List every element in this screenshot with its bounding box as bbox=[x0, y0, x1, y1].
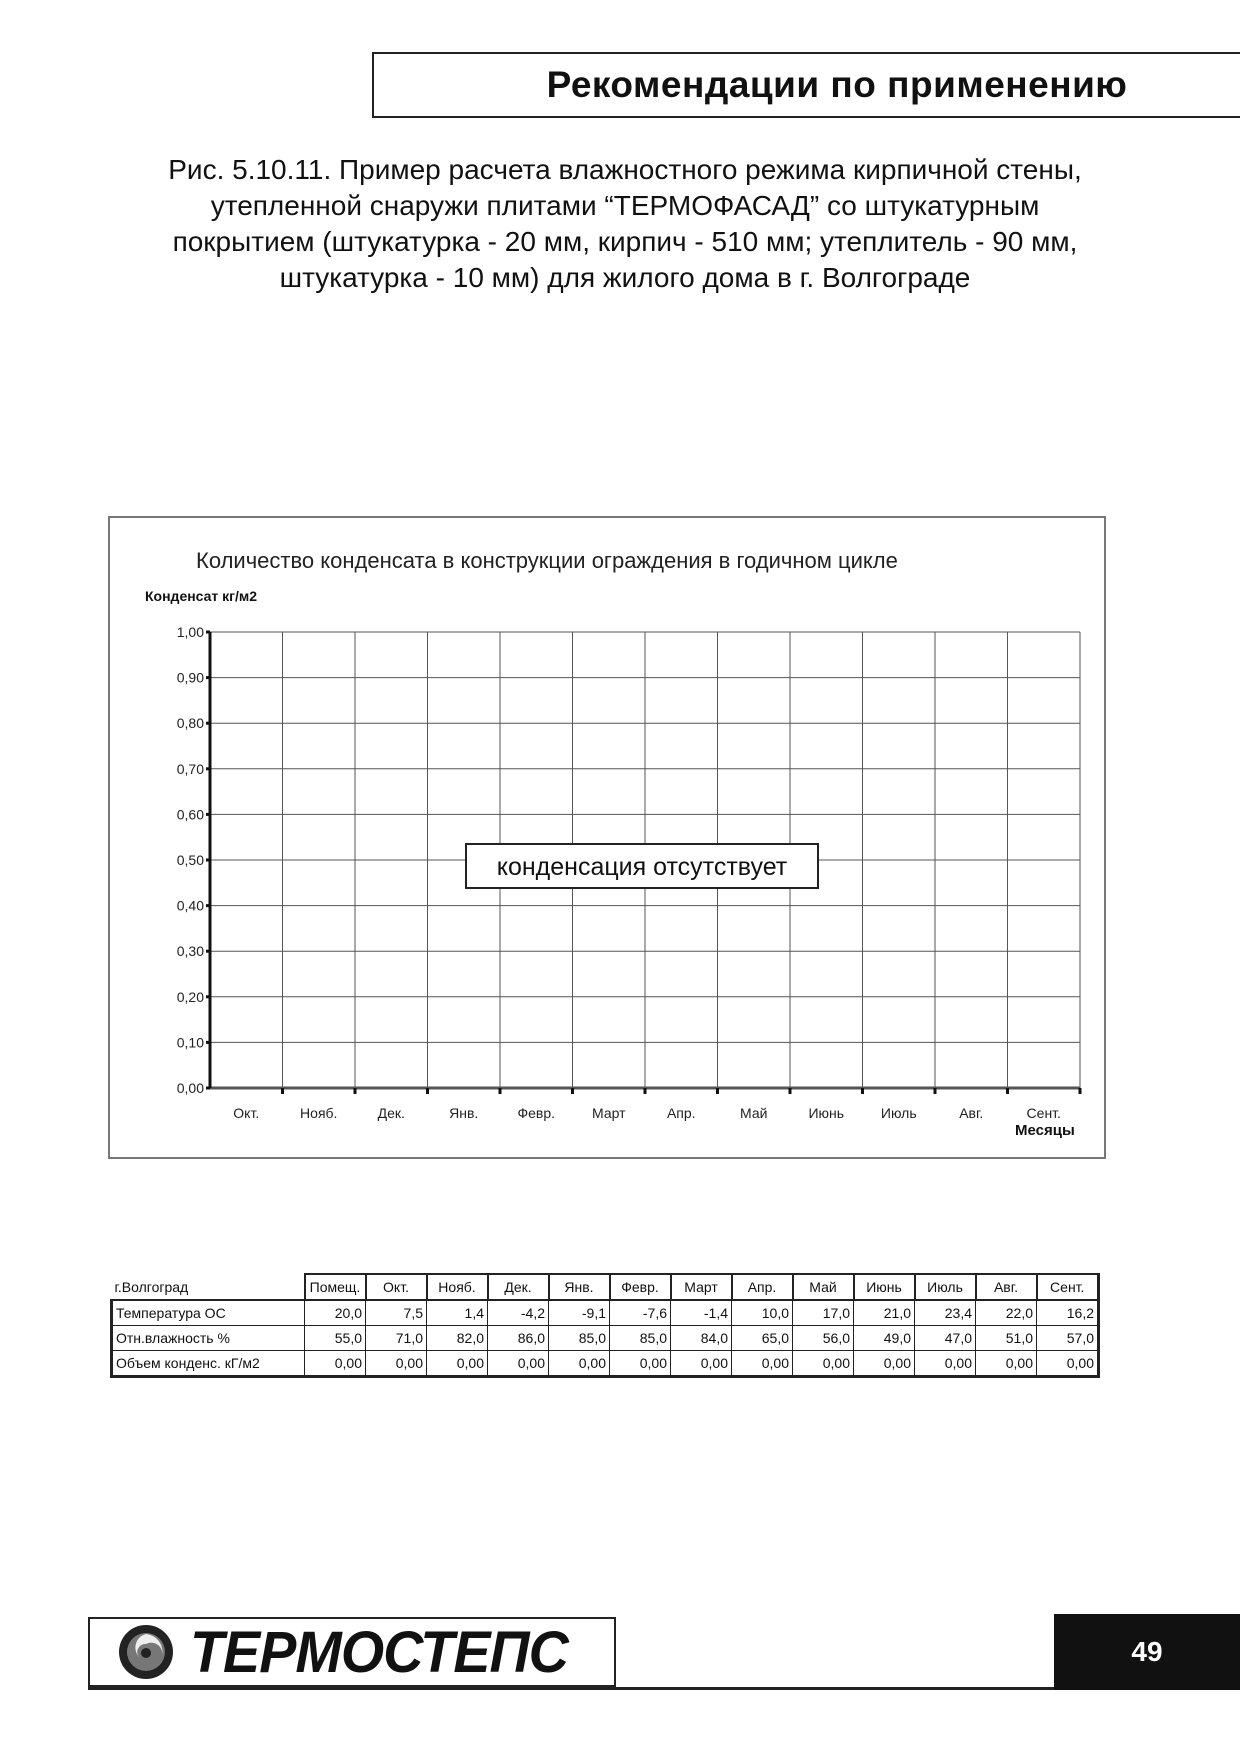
y-tick-label: 0,20 bbox=[176, 988, 204, 1005]
table-cell: 0,00 bbox=[732, 1351, 793, 1377]
row-label: Температура ОС bbox=[112, 1300, 305, 1326]
table-body bbox=[112, 1300, 1099, 1377]
x-tick-labels bbox=[233, 1105, 1061, 1121]
header-box bbox=[372, 52, 1240, 118]
caption-line: покрытием (штукатурка - 20 мм, кирпич - 510 мм; утеплитель - 90 мм, bbox=[172, 226, 1078, 257]
table-column-header: Янв. bbox=[549, 1274, 610, 1300]
table-cell: 86,0 bbox=[488, 1326, 549, 1351]
table-cell: -9,1 bbox=[549, 1300, 610, 1326]
table-cell: 56,0 bbox=[793, 1326, 854, 1351]
x-tick-label: Февр. bbox=[517, 1105, 556, 1121]
table-column-header: Февр. bbox=[610, 1274, 671, 1300]
table-cell: 0,00 bbox=[366, 1351, 427, 1377]
table-column-header: Авг. bbox=[976, 1274, 1037, 1300]
table-cell: 49,0 bbox=[854, 1326, 915, 1351]
y-tick-label: 0,90 bbox=[176, 669, 204, 686]
table-cell: 0,00 bbox=[854, 1351, 915, 1377]
y-tick-label: 0,10 bbox=[176, 1034, 204, 1051]
logo-box bbox=[88, 1617, 616, 1687]
table-column-header: Сент. bbox=[1037, 1274, 1099, 1300]
logo-text: ТЕРМОСТЕПС bbox=[190, 1619, 568, 1685]
page-header-title: Рекомендации по применению bbox=[546, 64, 1128, 105]
x-tick-label: Март bbox=[592, 1105, 626, 1121]
x-tick-label: Авг. bbox=[959, 1105, 984, 1121]
table-cell: -4,2 bbox=[488, 1300, 549, 1326]
x-tick-label: Янв. bbox=[449, 1105, 479, 1121]
condensate-chart bbox=[110, 518, 1104, 1157]
table-cell: 0,00 bbox=[671, 1351, 732, 1377]
x-tick-label: Сент. bbox=[1026, 1105, 1061, 1121]
table-column-header: Июнь bbox=[854, 1274, 915, 1300]
table-header-row bbox=[112, 1274, 1099, 1300]
caption-line: штукатурка - 10 мм) для жилого дома в г. Волгограде bbox=[279, 262, 971, 293]
table-column-header: Май bbox=[793, 1274, 854, 1300]
table-cell: 17,0 bbox=[793, 1300, 854, 1326]
y-tick-label: 0,50 bbox=[176, 852, 204, 868]
table-cell: 1,4 bbox=[427, 1300, 488, 1326]
annotation-box bbox=[466, 844, 818, 888]
x-tick-label: Май bbox=[740, 1105, 768, 1121]
table-cell: 51,0 bbox=[976, 1326, 1037, 1351]
table-column-header: Март bbox=[671, 1274, 732, 1300]
table-cell: 0,00 bbox=[610, 1351, 671, 1377]
x-tick-label: Нояб. bbox=[300, 1105, 338, 1121]
climate-data-table bbox=[110, 1273, 1100, 1378]
row-label: Объем конденс. кГ/м2 bbox=[112, 1351, 305, 1377]
table-cell: 21,0 bbox=[854, 1300, 915, 1326]
annotation-text: конденсация отсутствует bbox=[496, 853, 788, 881]
table-cell: 0,00 bbox=[915, 1351, 976, 1377]
table-column-header: Апр. bbox=[732, 1274, 793, 1300]
table-row bbox=[112, 1300, 1099, 1326]
x-axis-label: Месяцы bbox=[1015, 1122, 1075, 1139]
table-cell: 65,0 bbox=[732, 1326, 793, 1351]
table-cell: 20,0 bbox=[305, 1300, 366, 1326]
table-column-header: Июль bbox=[915, 1274, 976, 1300]
table-cell: 16,2 bbox=[1037, 1300, 1099, 1326]
table-cell: 7,5 bbox=[366, 1300, 427, 1326]
table-cell: 85,0 bbox=[610, 1326, 671, 1351]
x-tick-label: Апр. bbox=[666, 1105, 696, 1121]
table-cell: 84,0 bbox=[671, 1326, 732, 1351]
y-tick-label: 0,60 bbox=[176, 806, 204, 823]
figure-caption bbox=[80, 152, 1170, 296]
x-tick-label: Окт. bbox=[233, 1105, 260, 1121]
y-axis-label: Конденсат кг/м2 bbox=[145, 588, 258, 604]
x-tick-label: Июль bbox=[880, 1105, 917, 1121]
table-cell: -7,6 bbox=[610, 1300, 671, 1326]
table-cell: 10,0 bbox=[732, 1300, 793, 1326]
table-cell: 0,00 bbox=[976, 1351, 1037, 1377]
table-cell: 82,0 bbox=[427, 1326, 488, 1351]
y-tick-label: 0,30 bbox=[176, 943, 204, 960]
chart-frame bbox=[108, 516, 1106, 1159]
logo-swirl-icon bbox=[116, 1622, 176, 1682]
y-tick-label: 0,70 bbox=[176, 760, 204, 777]
table-cell: 85,0 bbox=[549, 1326, 610, 1351]
caption-line: Рис. 5.10.11. Пример расчета влажностного режима кирпичной стены, bbox=[168, 154, 1082, 185]
table-column-header: Помещ. bbox=[305, 1274, 366, 1300]
table-column-header: Дек. bbox=[488, 1274, 549, 1300]
table-cell: 0,00 bbox=[488, 1351, 549, 1377]
table-row bbox=[112, 1351, 1099, 1377]
table-cell: 55,0 bbox=[305, 1326, 366, 1351]
table-row bbox=[112, 1326, 1099, 1351]
table-cell: 0,00 bbox=[549, 1351, 610, 1377]
table-cell: 22,0 bbox=[976, 1300, 1037, 1326]
y-tick-label: 1,00 bbox=[176, 624, 204, 640]
caption-line: утепленной снаружи плитами “ТЕРМОФАСАД” со штукатурным bbox=[210, 190, 1040, 221]
table-cell: 47,0 bbox=[915, 1326, 976, 1351]
y-tick-labels bbox=[177, 624, 204, 1096]
table-column-header: Нояб. bbox=[427, 1274, 488, 1300]
chart-title: Количество конденсата в конструкции ограждения в годичном цикле bbox=[196, 548, 898, 573]
table-cell: 0,00 bbox=[427, 1351, 488, 1377]
table-city-label: г.Волгоград bbox=[112, 1274, 305, 1300]
x-tick-label: Дек. bbox=[377, 1105, 405, 1121]
table-cell: 0,00 bbox=[305, 1351, 366, 1377]
page-number: 49 bbox=[1131, 1636, 1163, 1667]
table-cell: -1,4 bbox=[671, 1300, 732, 1326]
table-cell: 0,00 bbox=[793, 1351, 854, 1377]
x-tick-label: Июнь bbox=[808, 1105, 845, 1121]
page-number-box bbox=[1054, 1614, 1240, 1690]
y-tick-label: 0,80 bbox=[176, 715, 204, 732]
table-cell: 0,00 bbox=[1037, 1351, 1099, 1377]
table-cell: 23,4 bbox=[915, 1300, 976, 1326]
table-cell: 71,0 bbox=[366, 1326, 427, 1351]
y-tick-label: 0,40 bbox=[176, 897, 204, 914]
table-column-header: Окт. bbox=[366, 1274, 427, 1300]
table-cell: 57,0 bbox=[1037, 1326, 1099, 1351]
row-label: Отн.влажность % bbox=[112, 1326, 305, 1351]
y-tick-label: 0,00 bbox=[176, 1080, 204, 1096]
